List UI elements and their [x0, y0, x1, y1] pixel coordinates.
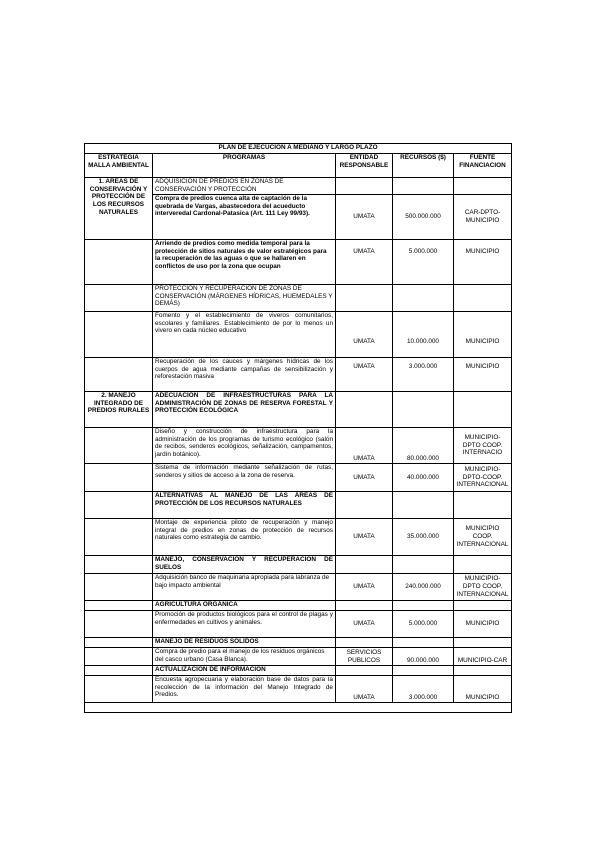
recursos-cell: 5.000.000 [393, 240, 454, 285]
recursos-cell: 40.000.000 [393, 464, 454, 492]
entidad-cell: UMATA [336, 611, 393, 638]
program-cell: MANEJO, CONSERVACIÓN Y RECUPERACIÓN DE SUELOS [153, 556, 336, 574]
header-programas: PROGRAMAS [153, 154, 336, 178]
table-row [85, 648, 512, 666]
program-cell: Compra de predio para el manejo de los residuos orgánicos del casco urbano (Casa Blanca). [153, 648, 336, 666]
fuente-cell: MUNICIPIO [454, 358, 512, 392]
program-cell: Fomento y el establecimiento de viveros comunitarios, escolares y familiares. Establecimiento de por lo menos un vivero en cada núcleo educativo [153, 312, 336, 358]
strategy-1-label: 1. AREAS DE CONSERVACIÓN Y PROTECCIÓN DE LOS RECURSOS NATURALES [85, 178, 153, 240]
table-row [85, 312, 512, 358]
program-cell: MANEJO DE RESIDUOS SÓLIDOS [153, 638, 336, 648]
program-cell: Recuperación de los cauces y márgenes hídricas de los cuerpos de agua mediante campañas de sensibilización y reforestación masiva [153, 358, 336, 392]
table-row [85, 178, 512, 195]
program-cell: Encuesta agropecuaria y elaboración base de datos para la recolección de la información del Manejo Integrado de Predios. [153, 676, 336, 703]
program-cell: Adquisición banco de maquinaria apropiada para labranza de bajo impacto ambiental [153, 574, 336, 601]
entidad-cell: UMATA [336, 195, 393, 240]
table-row [85, 358, 512, 392]
header-recursos: RECURSOS ($) [393, 154, 454, 178]
entidad-cell: UMATA [336, 574, 393, 601]
program-cell: ADQUISICIÓN DE PREDIOS EN ZONAS DE CONSERVACIÓN Y PROTECCIÓN [153, 178, 336, 195]
program-cell: AGRICULTURA ORGÁNICA [153, 601, 336, 611]
fuente-cell: MUNICIPIO-DPTO-COOP. INTERNACIONAL [454, 464, 512, 492]
table-row [85, 574, 512, 601]
recursos-cell: 3.000.000 [393, 358, 454, 392]
recursos-cell: 80.000.000 [393, 428, 454, 464]
entidad-cell: UMATA [336, 312, 393, 358]
fuente-cell: MUNICIPIO COOP. INTERNACIONAL [454, 519, 512, 556]
recursos-cell: 240.000.000 [393, 574, 454, 601]
fuente-cell: MUNICIPIO [454, 312, 512, 358]
strategy-2-label: 2. MANEJO INTEGRADO DE PREDIOS RURALES [85, 392, 153, 428]
table-row [85, 464, 512, 492]
table-header-row [85, 154, 512, 178]
fuente-cell: CAR-DPTO-MUNICIPIO [454, 195, 512, 240]
fuente-cell: MUNICIPIO [454, 611, 512, 638]
recursos-cell: 5.000.000 [393, 611, 454, 638]
table-row [85, 285, 512, 312]
recursos-cell: 10.000.000 [393, 312, 454, 358]
table-row [85, 601, 512, 611]
program-cell: ACTUALIZACIÓN DE INFORMACIÓN [153, 666, 336, 676]
program-cell: ADECUACIÓN DE INFRAESTRUCTURAS PARA LA ADMINISTRACIÓN DE ZONAS DE RESERVA FORESTAL Y PROTECCIÓN ECOLÓGICA [153, 392, 336, 428]
table-title: PLAN DE EJECUCION A MEDIANO Y LARGO PLAZO [85, 144, 512, 154]
table-row [85, 240, 512, 285]
fuente-cell: MUNICIPIO-CAR [454, 648, 512, 666]
program-cell: Arriendo de predios como medida temporal para la protección de sitios naturales de valor estratégicos para la recuperación de las aguas o que se hallaren en conflictos de uso por la zona que ocupan [153, 240, 336, 285]
recursos-cell: 3.000.000 [393, 676, 454, 703]
program-cell: Promoción de productos biológicos para el control de plagas y enfermedades en cultivos y animales. [153, 611, 336, 638]
program-cell: Compra de predios cuenca alta de captación de la quebrada de Vargas, abastecedora del acueducto interveredal Cardonal-Patasica (Art. 111 Ley 99/93). [153, 195, 336, 240]
program-cell: Diseño y construcción de infraestructura para la administración de los programas de turismo ecológico (salón de recibos, senderos ecológicos, señalización, campamentos, jardín botánico). [153, 428, 336, 464]
fuente-cell: MUNICIPIO [454, 240, 512, 285]
table-row [85, 492, 512, 519]
entidad-cell: SERVICIOS PUBLICOS [336, 648, 393, 666]
table-row [85, 638, 512, 648]
header-estrategia: ESTRATEGIA MALLA AMBIENTAL [85, 154, 153, 178]
table-title-row [85, 144, 512, 154]
execution-plan-table [84, 143, 512, 713]
table-row [85, 556, 512, 574]
table-row [85, 519, 512, 556]
entidad-cell: UMATA [336, 519, 393, 556]
table-row [85, 666, 512, 676]
entidad-cell: UMATA [336, 240, 393, 285]
table-row [85, 611, 512, 638]
fuente-cell: MUNICIPIO-DPTO COOP. INTERNACIO [454, 428, 512, 464]
table-row [85, 703, 512, 713]
program-cell: PROTECCIÓN Y RECUPERACIÓN DE ZONAS DE CONSERVACIÓN (MÁRGENES HÍDRICAS, HUEMEDALES Y DEMÁS) [153, 285, 336, 312]
entidad-cell: UMATA [336, 464, 393, 492]
program-cell: Sistema de información mediante señalización de rutas, senderos y sitios de acceso a la zona de reserva. [153, 464, 336, 492]
recursos-cell: 90.000.000 [393, 648, 454, 666]
entidad-cell: UMATA [336, 428, 393, 464]
recursos-cell: 500.000.000 [393, 195, 454, 240]
entidad-cell: UMATA [336, 676, 393, 703]
recursos-cell: 35.000.000 [393, 519, 454, 556]
entidad-cell: UMATA [336, 358, 393, 392]
fuente-cell: MUNICIPIO [454, 676, 512, 703]
fuente-cell: MUNICIPIO-DPTO COOP. INTERNACIONAL [454, 574, 512, 601]
table-row [85, 676, 512, 703]
header-entidad: ENTIDAD RESPONSABLE [336, 154, 393, 178]
table-row [85, 392, 512, 428]
header-fuente: FUENTE FINANCIACION [454, 154, 512, 178]
program-cell: ALTERNATIVAS AL MANEJO DE LAS ÁREAS DE PROTECCIÓN DE LOS RECURSOS NATURALES [153, 492, 336, 519]
table-row [85, 428, 512, 464]
program-cell: Montaje de experiencia piloto de recuperación y manejo integral de predios en zonas de protección de recursos naturales como estrategia de cambio. [153, 519, 336, 556]
